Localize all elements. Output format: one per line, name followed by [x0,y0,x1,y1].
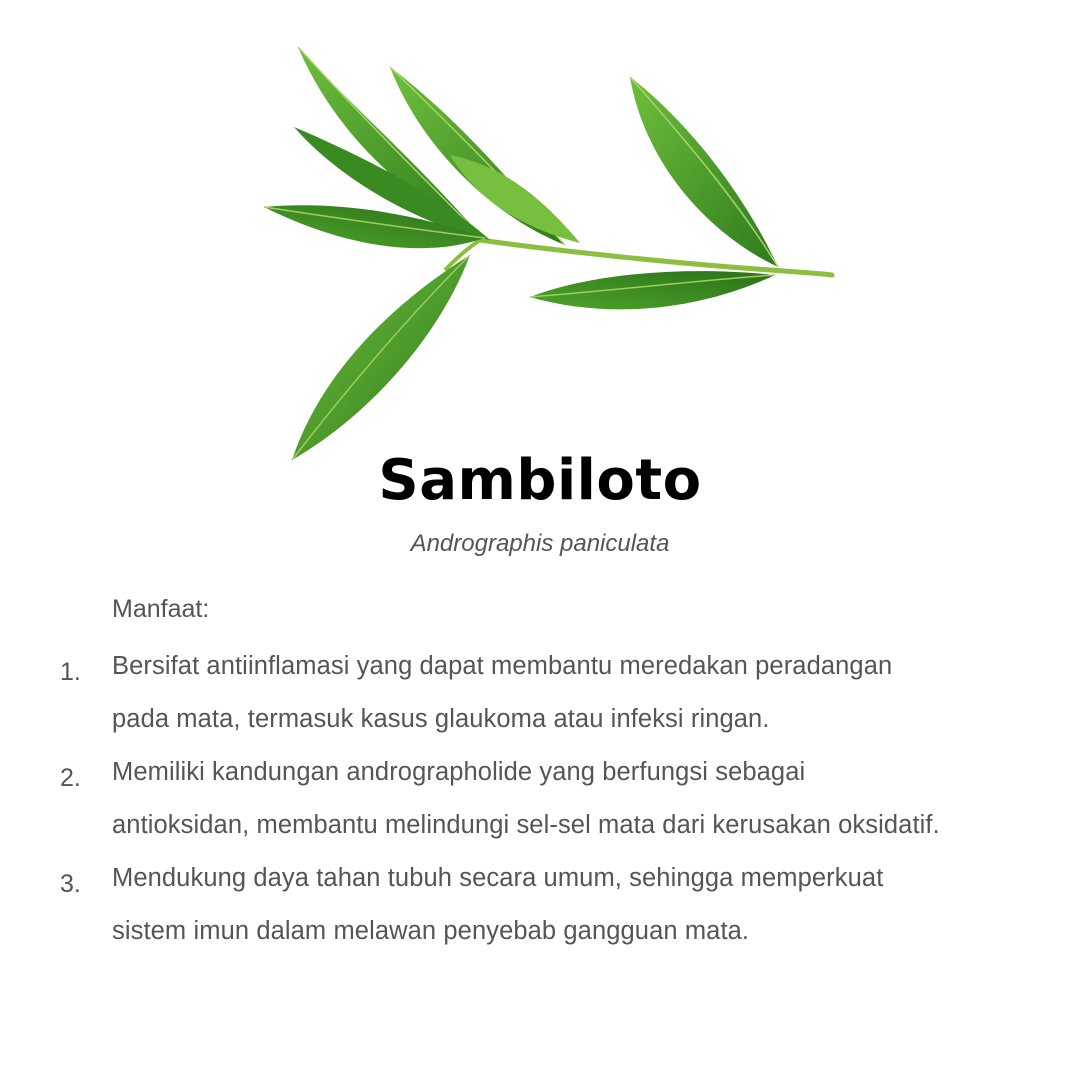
list-item-number: 3. [60,870,81,898]
list-item [60,852,1040,958]
latin-name: Andrographis paniculata [410,530,670,557]
benefits-list [60,640,1040,958]
sambiloto-plant-image [250,35,850,475]
benefits-heading: Manfaat: [112,595,210,623]
list-item-line: Memiliki kandungan andrographolide yang berfungsi sebagai [112,758,806,786]
list-item [60,640,1040,746]
list-item-number: 1. [60,658,81,686]
list-item-text [112,852,1040,958]
plant-title: Sambiloto [378,448,702,513]
list-item-line: Bersifat antiinflamasi yang dapat membantu meredakan peradangan [112,652,893,680]
list-item-text [112,746,1040,852]
list-item [60,746,1040,852]
list-item-number: 2. [60,764,81,792]
list-item-line: antioksidan, membantu melindungi sel-sel mata dari kerusakan oksidatif. [112,811,940,839]
list-item-line: Mendukung daya tahan tubuh secara umum, sehingga memperkuat [112,864,884,892]
list-item-text [112,640,1040,746]
list-item-line: sistem imun dalam melawan penyebab gangguan mata. [112,917,750,945]
list-item-line: pada mata, termasuk kasus glaukoma atau infeksi ringan. [112,705,770,733]
